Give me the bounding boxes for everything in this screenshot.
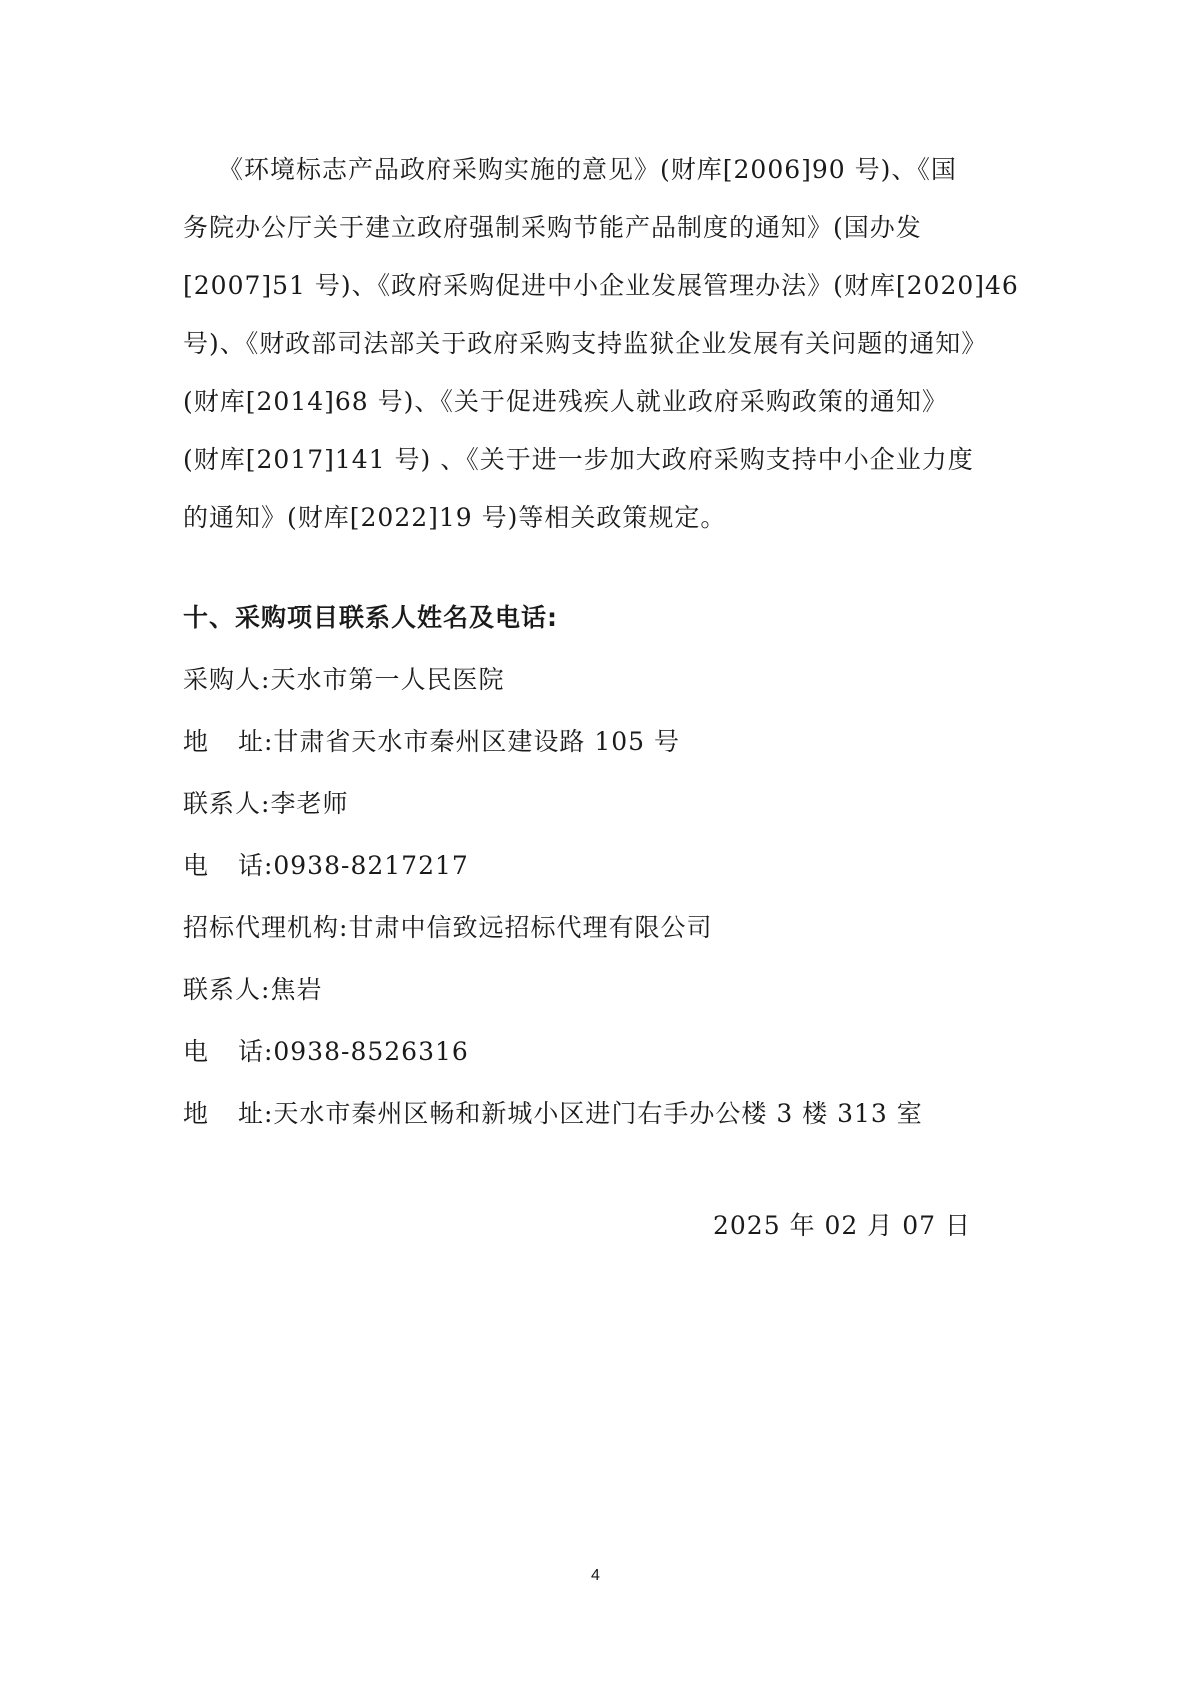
policy-line-5: (财库[2014]68 号)、《关于促进残疾人就业政府采购政策的通知》 [183, 387, 948, 416]
section-heading: 十、采购项目联系人姓名及电话: [183, 603, 558, 632]
purchaser-phone-value: 0938-8217217 [273, 851, 469, 880]
agency-contact-value: 焦岩 [270, 975, 323, 1004]
agency-phone-label: 电 话: [183, 1037, 274, 1066]
page-number: 4 [591, 1567, 600, 1584]
policy-line-4: 号)、《财政部司法部关于政府采购支持监狱企业发展有关问题的通知》 [183, 329, 988, 358]
purchaser-phone-row [183, 846, 469, 882]
policy-line-2: 务院办公厅关于建立政府强制采购节能产品制度的通知》(国办发 [183, 213, 922, 242]
purchaser-row [183, 660, 504, 696]
purchaser-value: 天水市第一人民医院 [270, 665, 505, 694]
purchaser-label: 采购人: [183, 665, 271, 694]
agency-label: 招标代理机构: [183, 913, 349, 942]
purchaser-contact-value: 李老师 [270, 789, 349, 818]
purchaser-contact-row [183, 784, 348, 820]
agency-address-value: 天水市秦州区畅和新城小区进门右手办公楼 3 楼 313 室 [273, 1099, 923, 1128]
document-date: 2025 年 02 月 07 日 [713, 1211, 971, 1240]
purchaser-address-row [183, 722, 680, 758]
purchaser-address-label: 地 址: [183, 727, 274, 756]
agency-address-label: 地 址: [183, 1099, 274, 1128]
agency-phone-value: 0938-8526316 [273, 1037, 469, 1066]
agency-phone-row [183, 1032, 469, 1068]
policy-line-6: (财库[2017]141 号) 、《关于进一步加大政府采购支持中小企业力度 [183, 445, 974, 474]
agency-row [183, 908, 712, 944]
policy-line-7: 的通知》(财库[2022]19 号)等相关政策规定。 [183, 503, 727, 532]
policy-line-3: [2007]51 号)、《政府采购促进中小企业发展管理办法》(财库[2020]46 [183, 271, 1019, 300]
agency-address-row [183, 1094, 923, 1130]
purchaser-address-value: 甘肃省天水市秦州区建设路 105 号 [273, 727, 680, 756]
policy-line-1: 《环境标志产品政府采购实施的意见》(财库[2006]90 号)、《国 [218, 155, 957, 184]
agency-contact-row [183, 970, 322, 1006]
purchaser-contact-label: 联系人: [183, 789, 271, 818]
purchaser-phone-label: 电 话: [183, 851, 274, 880]
agency-value: 甘肃中信致远招标代理有限公司 [348, 913, 713, 942]
agency-contact-label: 联系人: [183, 975, 271, 1004]
